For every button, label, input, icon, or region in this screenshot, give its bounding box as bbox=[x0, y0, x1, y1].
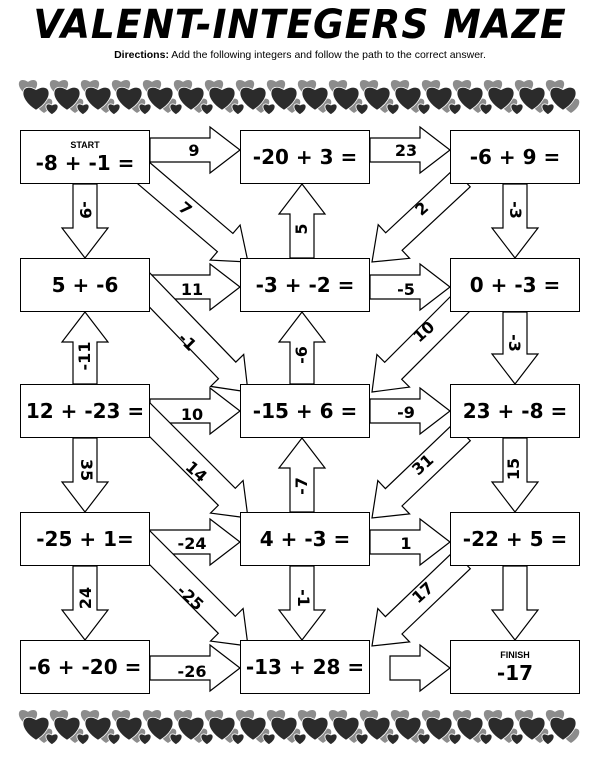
arrow-label: 17 bbox=[408, 578, 438, 608]
arrow-label: 15 bbox=[504, 457, 523, 481]
arrow-label: 10 bbox=[409, 317, 439, 347]
directions-text: Add the following integers and follow the path to the correct answer. bbox=[171, 49, 486, 61]
box-equation: -15 + 6 = bbox=[252, 399, 358, 423]
start-box[interactable] bbox=[20, 130, 150, 184]
arrow-label: -25 bbox=[173, 580, 208, 615]
maze-box[interactable] bbox=[20, 258, 150, 312]
arrow-label: -5 bbox=[397, 280, 415, 299]
arrow-label: 2 bbox=[411, 197, 433, 220]
box-equation: -8 + -1 = bbox=[35, 150, 135, 175]
box-equation: 0 + -3 = bbox=[469, 273, 561, 297]
maze-box[interactable] bbox=[240, 130, 370, 184]
box-equation: -6 + -20 = bbox=[28, 655, 142, 679]
box-equation: -3 + -2 = bbox=[255, 273, 355, 297]
finish-box[interactable] bbox=[450, 640, 580, 694]
arrow-label: 10 bbox=[180, 405, 204, 424]
maze-box[interactable] bbox=[240, 640, 370, 694]
box-equation: 12 + -23 = bbox=[25, 399, 145, 423]
maze-box[interactable] bbox=[240, 258, 370, 312]
arrow-right bbox=[390, 645, 450, 691]
page-title: VALENT-INTEGERS MAZE bbox=[33, 2, 567, 48]
arrow-label: -6 bbox=[292, 346, 311, 364]
maze-box[interactable] bbox=[450, 130, 580, 184]
arrow-label: -1 bbox=[294, 589, 313, 607]
maze-box[interactable] bbox=[20, 384, 150, 438]
arrow-label: 24 bbox=[76, 586, 95, 610]
arrow-label: -3 bbox=[506, 201, 525, 219]
arrow-label: 23 bbox=[394, 141, 418, 160]
arrow-label: -11 bbox=[75, 341, 94, 371]
arrow-label: 11 bbox=[180, 280, 204, 299]
maze-box[interactable] bbox=[450, 512, 580, 566]
maze-box[interactable] bbox=[450, 384, 580, 438]
arrow-label: 7 bbox=[174, 197, 196, 220]
arrow-label: 14 bbox=[181, 457, 211, 487]
maze-box[interactable] bbox=[20, 512, 150, 566]
arrow-label: -7 bbox=[292, 477, 311, 495]
finish-label: FINISH bbox=[500, 649, 530, 660]
box-equation: -17 bbox=[496, 660, 534, 685]
arrow-label: -26 bbox=[177, 662, 207, 681]
arrow-label: -1 bbox=[174, 328, 201, 355]
arrow-label: -24 bbox=[177, 534, 207, 553]
maze-box[interactable] bbox=[20, 640, 150, 694]
box-equation: 4 + -3 = bbox=[259, 527, 351, 551]
start-label: START bbox=[70, 139, 100, 150]
arrow-label: 35 bbox=[77, 458, 96, 482]
maze-box[interactable] bbox=[240, 512, 370, 566]
arrow-label: 5 bbox=[292, 223, 311, 235]
arrow-label: -9 bbox=[397, 403, 415, 422]
arrow-label: -9 bbox=[76, 201, 95, 219]
arrow-label: 1 bbox=[400, 534, 412, 553]
box-equation: 5 + -6 bbox=[51, 273, 119, 297]
arrow-label: 31 bbox=[408, 450, 438, 480]
arrow-down bbox=[492, 566, 538, 640]
arrow-label: -3 bbox=[505, 334, 524, 352]
directions-label: Directions: bbox=[114, 49, 169, 61]
box-equation: -20 + 3 = bbox=[252, 145, 358, 169]
maze-box[interactable] bbox=[240, 384, 370, 438]
box-equation: -6 + 9 = bbox=[469, 145, 561, 169]
box-equation: -22 + 5 = bbox=[462, 527, 568, 551]
box-equation: 23 + -8 = bbox=[462, 399, 568, 423]
box-equation: -13 + 28 = bbox=[245, 655, 365, 679]
arrow-label: 9 bbox=[188, 141, 200, 160]
maze-box[interactable] bbox=[450, 258, 580, 312]
box-equation: -25 + 1= bbox=[36, 527, 134, 551]
